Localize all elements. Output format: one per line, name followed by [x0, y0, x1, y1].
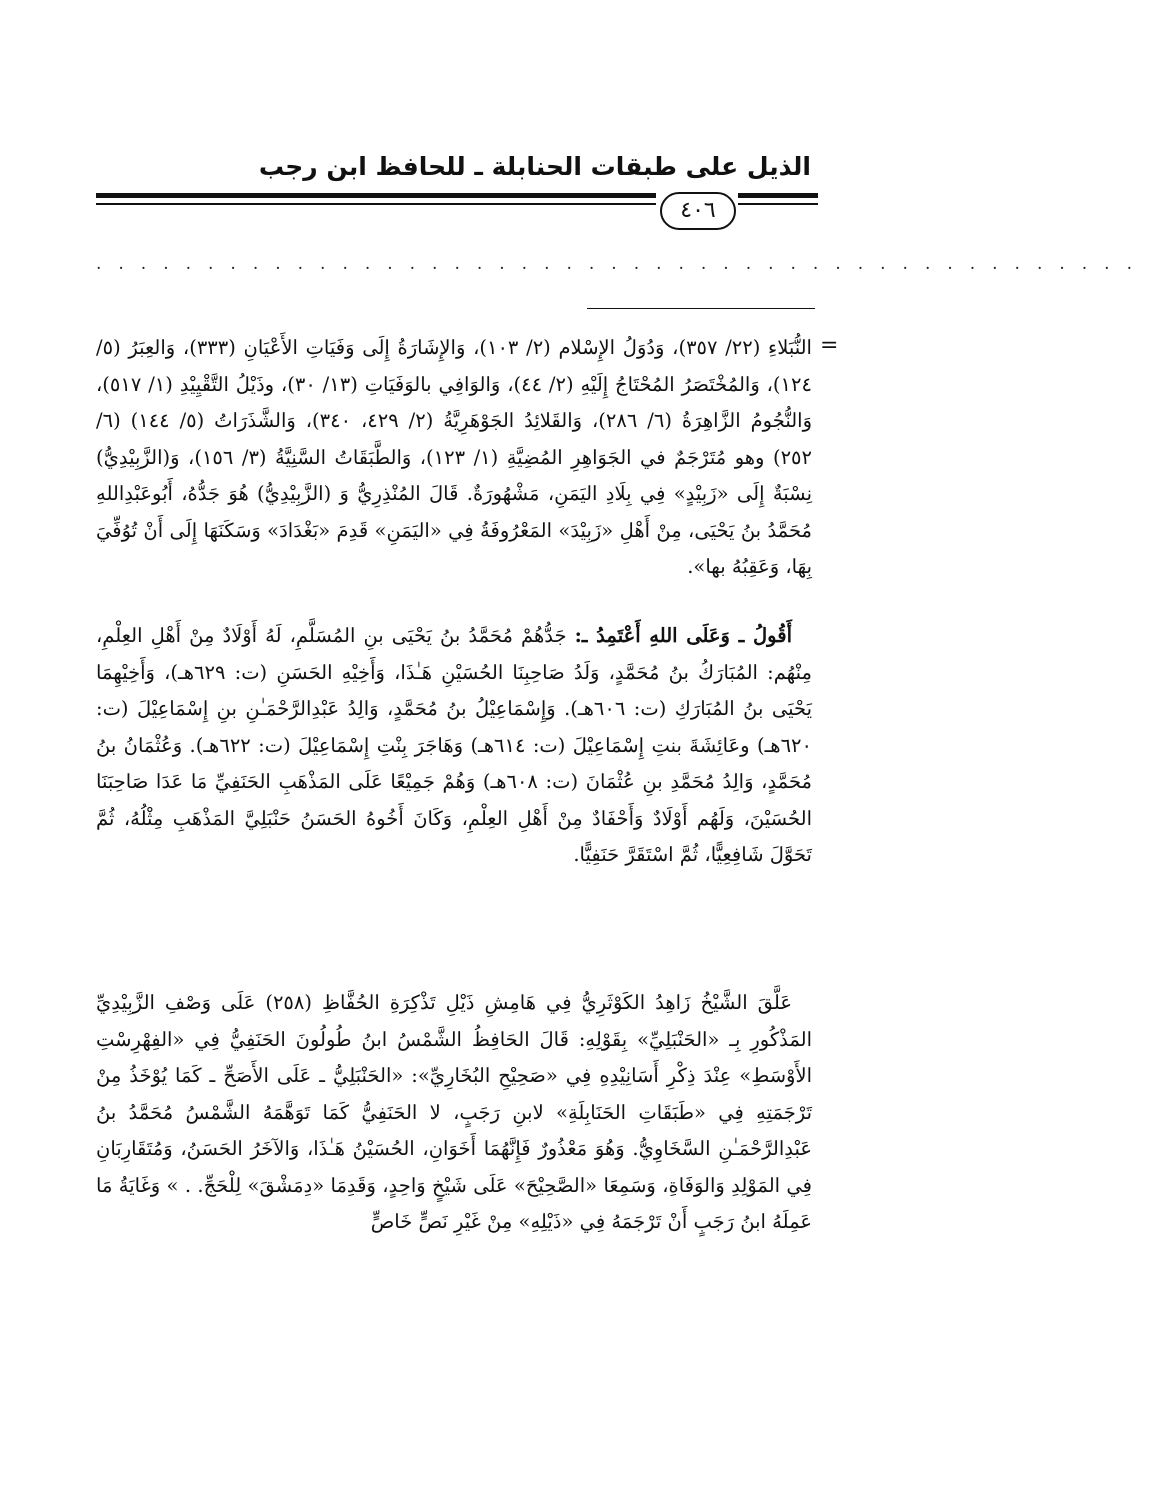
dotted-separator: ............................................... — [96, 254, 1149, 274]
page-number: ٤٠٦ — [660, 192, 736, 230]
paragraph-1-text: جَدُّهُمْ مُحَمَّدُ بنُ يَحْيَى بنِ المُسَلَّمِ، لَهُ أَوْلَادٌ مِنْ أَهْلِ العِلْمِ، مِنْهُم: المُبَارَكُ بنُ مُحَمَّدٍ، وَلَدُ صَاحِبِنَا الحُسَيْنِ هَـٰذَا، وَأَخِيْهِ الحَسَنِ (ت: ٦٢٩هـ)، وَأَخِيْهِمَا يَحْيَى بنُ المُبَارَكِ (ت: ٦٠٦هـ). وَإِسْمَاعِيْلُ بنُ مُحَمَّدٍ، وَالِدُ عَبْدِالرَّحْمَـٰنِ بنِ إِسْمَاعِيْلَ (ت: ٦٢٠هـ) وعَائِشَةَ بنتِ إِسْمَاعِيْلَ (ت: ٦١٤هـ) وَهَاجَرَ بِنْتِ إِسْمَاعِيْلَ (ت: ٦٢٢هـ). وَعُثْمَانُ بنُ مُحَمَّدٍ، وَالِدُ مُحَمَّدِ بنِ عُثْمَانَ (ت: ٦٠٨هـ) وَهُمْ جَمِيْعًا عَلَى المَذْهَبِ الحَنَفِيِّ مَا عَدَا صَاحِبَنَا الحُسَيْنَ، وَلَهُم أَوْلَادٌ وَأَحْفَادٌ مِنْ أَهْلِ العِلْمِ، وَكَانَ أَخُوهُ الحَسَنُ حَنْبَلِيَّ المَذْهَبِ مِثْلُهُ، ثُمَّ تَحَوَّلَ شَافِعِيًّا، ثُمَّ اسْتَقَرَّ حَنَفِيًّا. — [96, 624, 813, 866]
paragraph-2: عَلَّقَ الشَّيْخُ زَاهِدُ الكَوْثَرِيُّ فِي هَامِشِ ذَيْلِ تَذْكِرَةِ الحُفَّاظِ (٢٥٨) عَلَى وَصْفِ الزَّبِيْدِيِّ المَذْكُورِ بِـ «الحَنْبَلِيِّ» بِقَوْلِهِ: قَالَ الحَافِظُ الشَّمْسُ ابنُ طُولُونَ الحَنَفِيُّ فِي «الفِهْرِسْتِ الأَوْسَطِ» عِنْدَ ذِكْرِ أَسَانِيْدِهِ فِي «صَحِيْحِ البُخَارِيِّ»: «الحَنْبَلِيُّ ـ عَلَى الأَصَحِّ ـ كَمَا يُوْخَذُ مِنْ تَرْجَمَتِهِ فِي «طَبَقَاتِ الحَنَابِلَةِ» لابنِ رَجَبٍ، لا الحَنَفِيُّ كَمَا تَوَهَّمَهُ الشَّمْسُ مُحَمَّدُ بنُ عَبْدِالرَّحْمَـٰنِ السَّخَاوِيُّ. وَهُوَ مَعْذُورٌ فَإِنَّهُمَا أَخَوَانِ، الحُسَيْنُ هَـٰذَا، وَالآخَرُ الحَسَنُ، وَمُتَقَارِبَانِ فِي المَوْلِدِ وَالوَفَاةِ، وَسَمِعَا «الصَّحِيْحَ» عَلَى شَيْخٍ وَاحِدٍ، وَقَدِمَا «دِمَشْقَ» لِلْحَجِّ. . » وَغَايَةُ مَا عَمِلَهُ ابنُ رَجَبٍ أَنْ تَرْجَمَهُ فِي «ذَيْلِهِ» مِنْ غَيْرِ نَصٍّ خَاصٍّ — [96, 991, 812, 1233]
footnote-rule — [587, 308, 815, 309]
header-rule-left-thick — [96, 193, 656, 198]
header-rule-right-thick — [738, 193, 818, 198]
paragraph-1-lead: أَقُولُ ـ وَعَلَى اللهِ أَعْتَمِدُ ـ: — [574, 624, 792, 647]
header-rule-right-thin — [738, 203, 818, 205]
running-header-title: الذيل على طبقات الحنابلة ـ للحافظ ابن رجب — [258, 152, 811, 181]
paragraph-1 — [96, 618, 812, 874]
footnote-text: النُّبَلاءِ (٢٢/ ٣٥٧)، وَدُوَلُ الإِسْلام (٢/ ١٠٣)، وَالإِشَارَةُ إِلَى وَفَيَاتِ الأَعْيَانِ (٣٣٣)، وَالعِبَرُ (٥/ ١٢٤)، وَالمُخْتَصَرُ المُحْتَاجُ إِلَيْهِ (٢/ ٤٤)، وَالوَافِي بالوَفَيَاتِ (١٣/ ٣٠)، وذَيْلُ التَّقْيِيْدِ (١/ ٥١٧)، وَالنُّجُومُ الزَّاهِرَةُ (٦/ ٢٨٦)، وَالقَلائِدُ الجَوْهَرِيَّةُ (٢/ ٤٢٩، ٣٤٠)، وَالشَّذَرَاتُ (٥/ ١٤٤) (٦/ ٢٥٢) وهو مُتَرْجَمٌ في الجَوَاهِرِ المُضِيَّةِ (١/ ١٢٣)، وَالطَّبَقَاتُ السَّنِيَّةُ (٣/ ١٥٦)، وَ(الزَّبِيْدِيُّ) نِسْبَةٌ إِلَى «زَبِيْدٍ» فِي بِلَادِ اليَمَنِ، مَشْهُورَةٌ. قَالَ المُنْذِرِيُّ وَ (الزَّبِيْدِيُّ) هُوَ جَدُّهُ، أَبُوعَبْدِاللهِ مُحَمَّدُ بنُ يَحْيَى، مِنْ أَهْلِ «زَبِيْدَ» المَعْرُوفَةُ فِي «اليَمَنِ» قَدِمَ «بَغْدَادَ» وَسَكَنَهَا إِلَى أَنْ تُوُفِّيَ بِهَا، وَعَقِبُهُ بها». — [96, 336, 812, 578]
header-rule-left-thin — [96, 203, 656, 205]
footnote-continuation-mark: = — [820, 333, 839, 358]
